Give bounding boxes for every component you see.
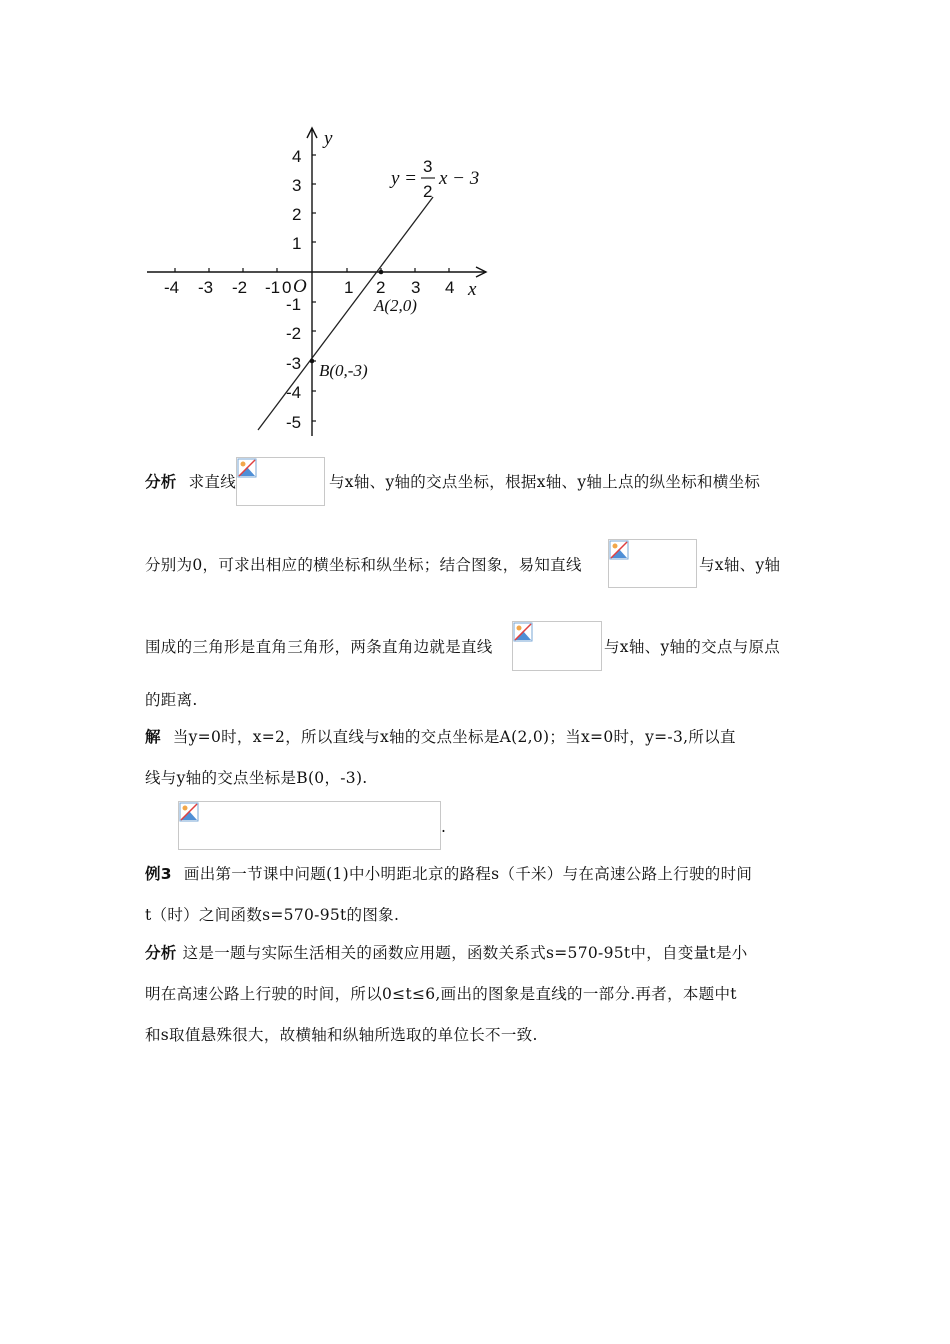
x-axis-label: x — [468, 279, 477, 300]
x-tick-label: -4 — [164, 278, 180, 297]
y-tick-label: 1 — [292, 234, 302, 253]
solution-line-2: 线与y轴的交点坐标是B(0，-3). — [145, 769, 368, 787]
analysis-text: 求直线 — [188, 473, 237, 491]
y-tick-label: 4 — [292, 147, 302, 166]
point-b-marker — [310, 359, 315, 364]
equation-image-placeholder — [178, 801, 441, 850]
analysis-line-2: 分别为0，可求出相应的横坐标和纵坐标；结合图象，易知直线 — [145, 556, 582, 574]
analysis2-line-3: 和s取值悬殊很大，故横轴和纵轴所选取的单位长不一致. — [145, 1026, 538, 1044]
x-tick-label: -2 — [232, 278, 248, 297]
analysis2-heading: 分析 — [145, 944, 177, 962]
x-tick-label: -1 — [265, 278, 281, 297]
analysis-line-1 — [145, 472, 236, 492]
analysis-line-3: 围成的三角形是直角三角形，两条直角边就是直线 — [145, 638, 493, 656]
solution-heading: 解 — [145, 728, 161, 746]
solution-period: . — [441, 818, 447, 836]
equation-lhs: y = — [391, 168, 418, 189]
x-tick-label: -3 — [198, 278, 214, 297]
point-b-label: B(0,-3) — [319, 361, 368, 380]
equation-image-placeholder — [608, 539, 697, 588]
example3-text: 画出第一节课中问题(1)中小明距北京的路程s（千米）与在高速公路上行驶的时间 — [183, 865, 753, 883]
coordinate-graph-figure — [143, 122, 509, 440]
analysis2-text: 这是一题与实际生活相关的函数应用题，函数关系式s=570-95t中，自变量t是小 — [182, 944, 748, 962]
point-a-marker — [379, 270, 384, 275]
origin-label: O — [293, 276, 307, 297]
y-axis-label: y — [324, 128, 333, 149]
equation-image-placeholder — [512, 621, 602, 671]
equation-denominator: 2 — [423, 182, 433, 201]
example3-heading: 例3 — [145, 865, 172, 883]
equation-image-placeholder — [236, 457, 325, 506]
point-a-label: A(2,0) — [374, 296, 417, 315]
y-tick-label: 3 — [292, 176, 302, 195]
y-tick-label: -4 — [286, 383, 302, 402]
analysis-heading: 分析 — [145, 473, 177, 491]
x-tick-label: 2 — [376, 278, 386, 297]
analysis-line-4: 的距离. — [145, 691, 198, 709]
x-tick-label-origin: 0 — [282, 278, 292, 297]
solution-line-1 — [145, 727, 736, 747]
analysis-text: 与x轴、y轴的交点坐标，根据x轴、y轴上点的纵坐标和横坐标 — [329, 473, 761, 491]
broken-image-icon — [513, 622, 533, 642]
analysis2-line-2: 明在高速公路上行驶的时间，所以0≤t≤6,画出的图象是直线的一部分.再者，本题中t — [145, 985, 737, 1003]
solution-text: 当y=0时，x=2，所以直线与x轴的交点坐标是A(2,0)；当x=0时，y=-3,所以直 — [172, 728, 736, 746]
broken-image-icon — [609, 540, 629, 560]
analysis2-line-1 — [145, 943, 748, 963]
broken-image-icon — [179, 802, 199, 822]
analysis-text: 与x轴、y轴 — [699, 556, 781, 574]
example3-line-2: t（时）之间函数s=570-95t的图象. — [145, 906, 400, 924]
y-tick-label: -2 — [286, 324, 302, 343]
broken-image-icon — [237, 458, 257, 478]
x-tick-label: 3 — [411, 278, 421, 297]
analysis-text: 与x轴、y轴的交点与原点 — [604, 638, 781, 656]
y-tick-label: -1 — [286, 295, 302, 314]
y-tick-label: -5 — [286, 413, 302, 432]
graph-svg — [143, 122, 509, 440]
y-tick-label: -3 — [286, 354, 302, 373]
x-tick-label: 1 — [344, 278, 354, 297]
example3-line-1 — [145, 864, 752, 884]
y-tick-label: 2 — [292, 205, 302, 224]
equation-rhs: x − 3 — [439, 168, 480, 189]
x-tick-label: 4 — [445, 278, 455, 297]
equation-numerator: 3 — [423, 157, 433, 176]
